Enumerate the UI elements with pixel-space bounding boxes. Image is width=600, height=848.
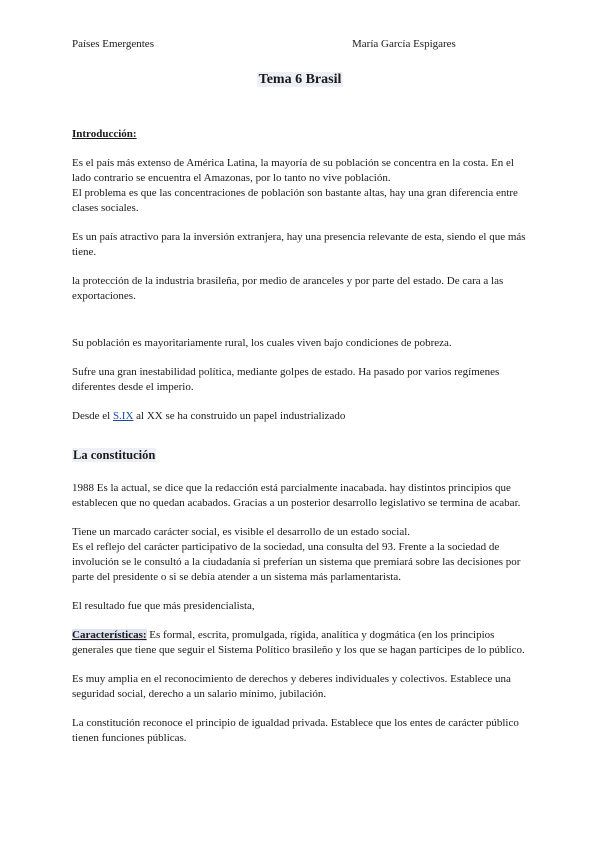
p7-after: al XX se ha construido un papel industrializado [133,410,346,422]
intro-heading: Introducción: [72,128,137,140]
header-author: María García Espigares [352,38,456,50]
constitution-paragraph-1: 1988 Es la actual, se dice que la redacción está parcialmente inacabada. hay distintos principios que establecen que no quedan acabados. Gracias a un posterior desarrollo legislativo se termina de acabar. [72,482,521,509]
intro-paragraph-7 [72,409,532,424]
document-title [0,72,600,88]
intro-paragraph-1: Es el país más extenso de América Latina, la mayoría de su población se concentra en la costa. En el lado contrario se encuentra el Amazonas, por lo tanto no vive población. [72,157,514,184]
constitution-paragraph-7: La constitución reconoce el principio de igualdad privada. Establece que los entes de carácter público tienen funciones públicas. [72,717,519,744]
characteristics-text: Es formal, escrita, promulgada, rígida, analítica y dogmática (en los principios generales que tiene que seguir el Sistema Político brasileño y los que se hagan partícipes de lo público. [72,629,525,656]
intro-paragraph-2: El problema es que las concentraciones de población son bastante altas, hay una gran diferencia entre clases sociales. [72,187,518,214]
intro-paragraph-3: Es un país atractivo para la inversión extranjera, hay una presencia relevante de esta, siendo el que más tiene. [72,231,526,258]
constitution-heading [72,448,532,463]
constitution-paragraph-2: Tiene un marcado carácter social, es visible el desarrollo de un estado social. [72,526,411,538]
header-course: Países Emergentes [72,38,154,50]
century-link[interactable]: S.IX [112,410,134,422]
constitution-paragraph-4: El resultado fue que más presidencialista, [72,600,255,612]
title-text: Tema 6 Brasil [258,72,342,87]
constitution-paragraph-5 [72,628,532,658]
characteristics-label: Características: [72,629,147,641]
constitution-paragraph-3: Es el reflejo del carácter participativo de la sociedad, una consulta del 93. Frente a la sociedad de involución se le consultó a la ciudadanía si preferían un sistema que premiará sobre las decisiones por parte del presidente o si se debía atender a un sistema más parlamentarista. [72,541,521,583]
intro-paragraph-5: Su población es mayoritariamente rural, los cuales viven bajo condiciones de pobreza. [72,337,452,349]
constitution-heading-text: La constitución [73,448,156,462]
intro-paragraph-6: Sufre una gran inestabilidad política, mediante golpes de estado. Ha pasado por varios regímenes diferentes desde el imperio. [72,366,500,393]
constitution-paragraph-6: Es muy amplia en el reconocimiento de derechos y deberes individuales y colectivos. Establece una seguridad social, derecho a un salario mínimo, jubilación. [72,673,511,700]
p7-before: Desde el [72,410,113,422]
document-body [72,127,532,746]
intro-paragraph-4: la protección de la industria brasileña, por medio de aranceles y por parte del estado. De cara a las exportaciones. [72,275,504,302]
